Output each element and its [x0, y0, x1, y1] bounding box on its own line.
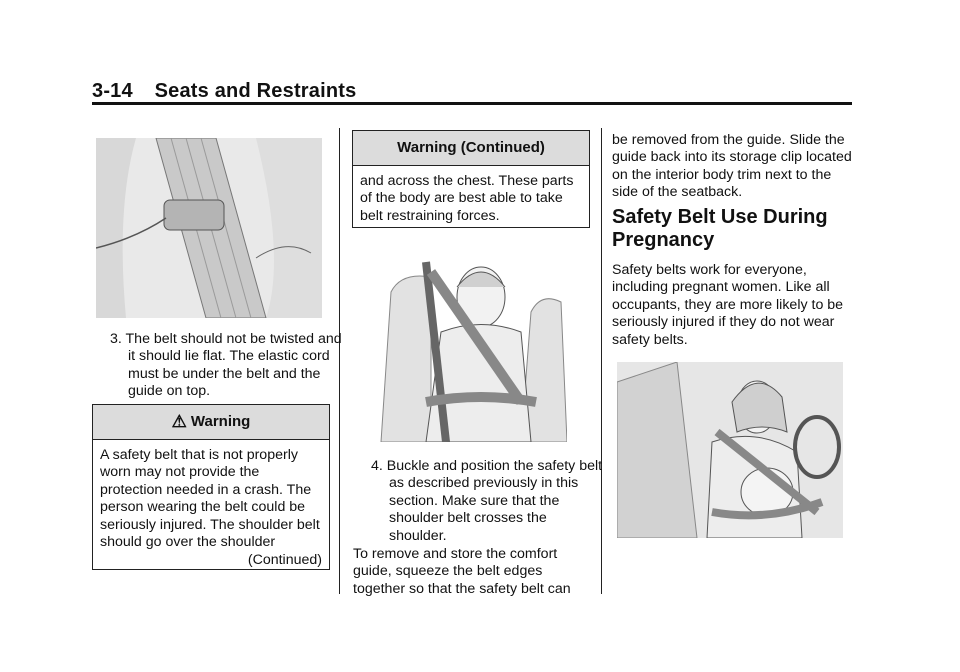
warning-title: Warning [190, 413, 251, 430]
page-number: 3-14 [92, 80, 133, 102]
warning-continued-body: and across the chest. These parts of the body are best able to take belt restraining forces. [360, 173, 574, 224]
pregnancy-text: Safety belts work for everyone, including pregnant women. Like all occupants, they are more likely to be seriously injured if they do not wear safety belts. [612, 262, 844, 348]
pregnant-driver-figure [617, 362, 843, 538]
section-title: Seats and Restraints [154, 80, 357, 102]
warning-header [93, 405, 329, 440]
pregnancy-heading: Safety Belt Use During Pregnancy [612, 206, 828, 251]
remove-guide-text: To remove and store the comfort guide, squeeze the belt edges together so that the safety belt can [353, 546, 571, 597]
warning-icon: ⚠ [171, 412, 187, 431]
page-header [92, 80, 356, 103]
warning-continued-header: Warning (Continued) [353, 131, 589, 166]
header-rule [92, 102, 852, 105]
seated-passenger-figure [371, 252, 567, 442]
warning-continued: (Continued) [247, 552, 322, 569]
warning-box [92, 404, 330, 570]
warning-body: A safety belt that is not properly worn may not provide the protection needed in a crash. The person wearing the belt could be seriously injured. The shoulder belt should go over the shoulder [100, 447, 320, 551]
belt-guide-figure [96, 138, 322, 318]
warning-continued-box [352, 130, 590, 228]
step-3-text: 3. The belt should not be twisted and it should lie flat. The elastic cord must be under the belt and the guide on top. [110, 331, 342, 400]
step-4-text: 4. Buckle and position the safety belt as described previously in this section. Make sure that the shoulder belt crosses the shoulder. [371, 458, 603, 544]
continue-text: be removed from the guide. Slide the guide back into its storage clip located on the interior body trim next to the side of the seatback. [612, 132, 852, 201]
